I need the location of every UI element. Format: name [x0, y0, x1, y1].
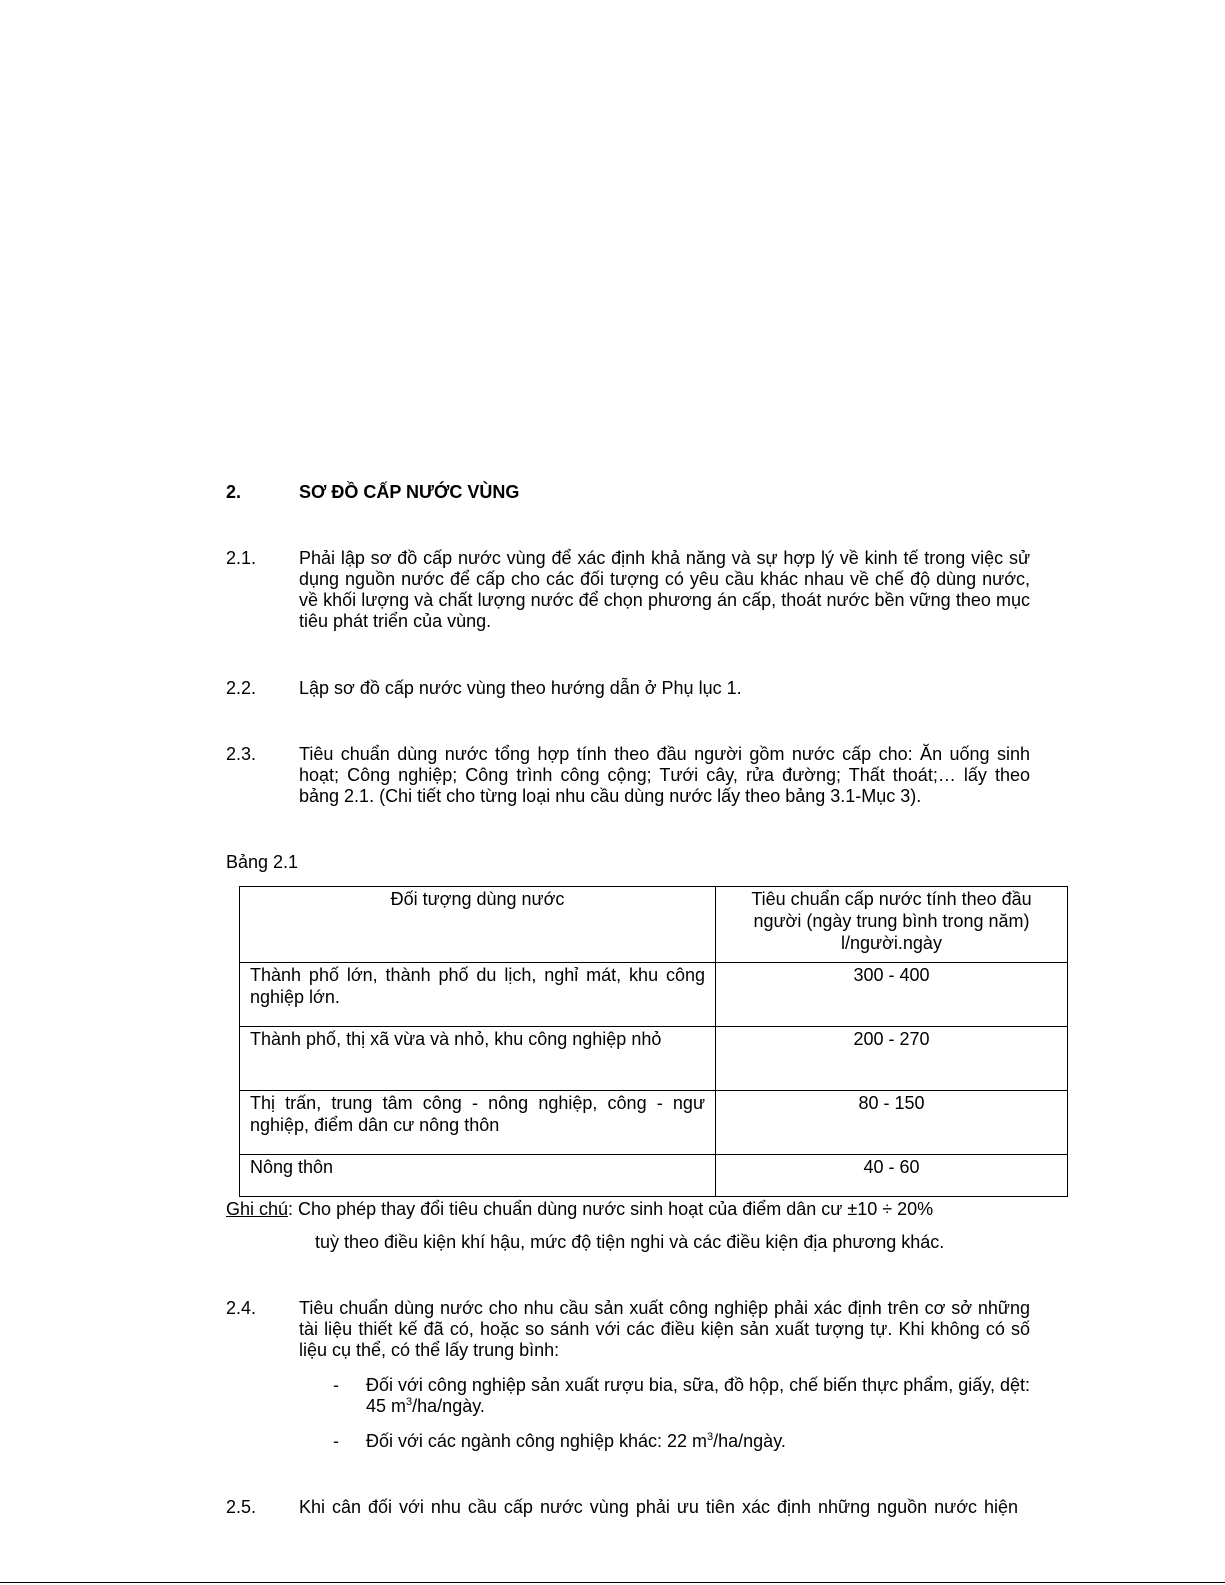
item-number: 2.1.	[226, 548, 257, 568]
bullet-superscript: 3	[406, 1396, 413, 1408]
item-text: Phải lập sơ đồ cấp nước vùng để xác định khả năng và sự hợp lý về kinh tế trong việc sử dụng nguồn nước để cấp cho các đối tượng có yêu cầu khác nhau về chế độ dùng nước, về khối lượng và chất lượng nước để chọn phương án cấp, thoát nước bền vững theo mục tiêu phát triển của vùng.	[299, 548, 1030, 631]
item-number: 2.4.	[226, 1298, 257, 1318]
table-cell-value: 200 - 270	[716, 1027, 1068, 1091]
table-header-standard: Tiêu chuẩn cấp nước tính theo đầu người (ngày trung bình trong năm) l/người.ngày	[716, 887, 1068, 963]
bullet-text: Đối với công nghiệp sản xuất rượu bia, sữa, đồ hộp, chế biến thực phẩm, giấy, dệt: 45 m	[366, 1375, 1030, 1416]
table-cell-object: Thị trấn, trung tâm công - nông nghiệp, công - ngư nghiệp, điểm dân cư nông thôn	[240, 1091, 716, 1155]
section-title: SƠ ĐỒ CẤP NƯỚC VÙNG	[299, 482, 520, 502]
table-header-row	[240, 887, 1068, 963]
bullet-text-unit: /ha/ngày.	[412, 1396, 485, 1416]
table-cell-value: 300 - 400	[716, 963, 1068, 1027]
bullet-dash: -	[333, 1375, 339, 1395]
table-header-object: Đối tượng dùng nước	[240, 887, 716, 963]
table-caption: Bảng 2.1	[226, 852, 299, 872]
bullet-text-unit: /ha/ngày.	[713, 1431, 786, 1451]
item-number: 2.5.	[226, 1497, 257, 1517]
note-text-line2: tuỳ theo điều kiện khí hậu, mức độ tiện nghi và các điều kiện địa phương khác.	[315, 1232, 945, 1252]
bullet-item	[366, 1431, 1030, 1452]
table-cell-object: Nông thôn	[240, 1155, 716, 1197]
item-text: Tiêu chuẩn dùng nước tổng hợp tính theo đầu người gồm nước cấp cho: Ăn uống sinh hoạt; Công nghiệp; Công trình công cộng; Tưới cây, rửa đường; Thất thoát;… lấy theo bảng 2.1. (Chi tiết cho từng loại nhu cầu dùng nước lấy theo bảng 3.1-Mục 3).	[299, 744, 1030, 806]
item-text: Lập sơ đồ cấp nước vùng theo hướng dẫn ở Phụ lục 1.	[299, 678, 742, 698]
table-cell-object: Thành phố, thị xã vừa và nhỏ, khu công nghiệp nhỏ	[240, 1027, 716, 1091]
table-row	[240, 1091, 1068, 1155]
table-note	[226, 1199, 933, 1220]
note-label: Ghi chú	[226, 1199, 289, 1219]
table-cell-value: 40 - 60	[716, 1155, 1068, 1197]
bullet-text: Đối với các ngành công nghiệp khác: 22 m	[366, 1431, 708, 1451]
water-standard-table	[239, 886, 1068, 1197]
section-number: 2.	[226, 482, 242, 502]
table-cell-value: 80 - 150	[716, 1091, 1068, 1155]
page-bottom-rule	[0, 1582, 1225, 1583]
bullet-superscript: 3	[707, 1431, 714, 1443]
table-row	[240, 963, 1068, 1027]
bullet-dash: -	[333, 1431, 339, 1451]
table-row	[240, 1027, 1068, 1091]
item-text: Tiêu chuẩn dùng nước cho nhu cầu sản xuất công nghiệp phải xác định trên cơ sở những tài liệu thiết kế đã có, hoặc so sánh với các điều kiện sản xuất tượng tự. Khi không có số liệu cụ thể, có thể lấy trung bình:	[299, 1298, 1030, 1360]
item-number: 2.3.	[226, 744, 257, 764]
item-number: 2.2.	[226, 678, 257, 698]
note-text-line1: : Cho phép thay đổi tiêu chuẩn dùng nước sinh hoạt của điểm dân cư ±10 ÷ 20%	[288, 1199, 934, 1219]
bullet-item	[366, 1375, 1030, 1417]
table-cell-object: Thành phố lớn, thành phố du lịch, nghỉ mát, khu công nghiệp lớn.	[240, 963, 716, 1027]
item-text: Khi cân đối với nhu cầu cấp nước vùng phải ưu tiên xác định những nguồn nước hiện	[299, 1497, 1019, 1517]
table-row	[240, 1155, 1068, 1197]
